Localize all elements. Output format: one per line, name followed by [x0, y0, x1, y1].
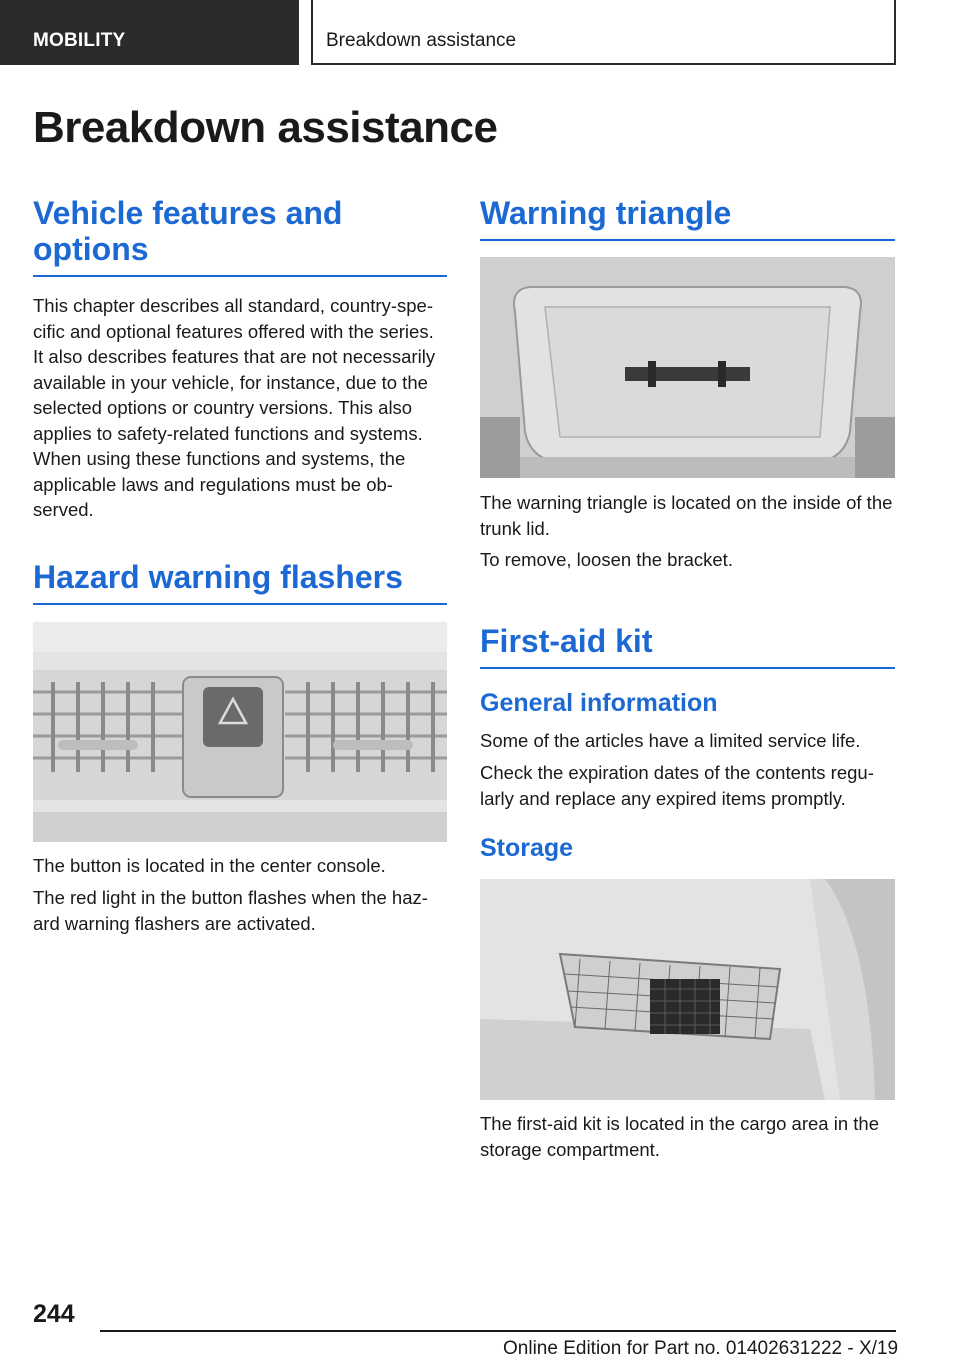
first-aid-heading: First-aid kit	[480, 623, 895, 669]
warning-triangle-heading: Warning triangle	[480, 195, 895, 241]
cargo-area-illustration	[480, 879, 895, 1100]
hazard-para-1: The button is located in the center console.	[33, 855, 386, 876]
page-number: 244	[33, 1300, 75, 1328]
header-chapter-tab	[311, 0, 896, 65]
footer-edition-text: Online Edition for Part no. 01402631222 - X/19	[503, 1338, 899, 1359]
trunk-lid-illustration	[480, 257, 895, 478]
vehicle-features-body: This chapter describes all standard, country-spe-cific and optional features offered with the series. It also describes features that are not necessarily available in your vehicle, for instance, due to the selected options or country versions. This also applies to safety-related functions and systems. When using these functions and systems, the applicable laws and regulations must be ob-served.	[33, 295, 436, 520]
general-information-para-2: Check the expiration dates of the contents regu-larly and replace any expired items promptly.	[480, 762, 874, 809]
warning-triangle-para-1: The warning triangle is located on the inside of the trunk lid.	[480, 492, 893, 539]
hazard-button-image	[33, 622, 447, 842]
hazard-button-illustration	[33, 622, 447, 842]
general-information-para-1: Some of the articles have a limited service life.	[480, 730, 861, 751]
header-section-label: MOBILITY	[33, 30, 126, 51]
footer-divider	[100, 1330, 896, 1332]
storage-heading: Storage	[480, 834, 574, 862]
hazard-heading: Hazard warning flashers	[33, 559, 447, 605]
header-chapter-label: Breakdown assistance	[326, 30, 517, 51]
hazard-para-2: The red light in the button flashes when the haz-ard warning flashers are activated.	[33, 887, 428, 934]
general-information-heading: General information	[480, 689, 718, 717]
page-title: Breakdown assistance	[33, 103, 498, 152]
warning-triangle-image	[480, 257, 895, 478]
warning-triangle-para-2: To remove, loosen the bracket.	[480, 549, 733, 570]
storage-compartment-image	[480, 879, 895, 1100]
vehicle-features-heading: Vehicle features and options	[33, 195, 447, 277]
storage-para: The first-aid kit is located in the cargo area in the storage compartment.	[480, 1113, 879, 1160]
header-section-tab	[0, 0, 299, 65]
